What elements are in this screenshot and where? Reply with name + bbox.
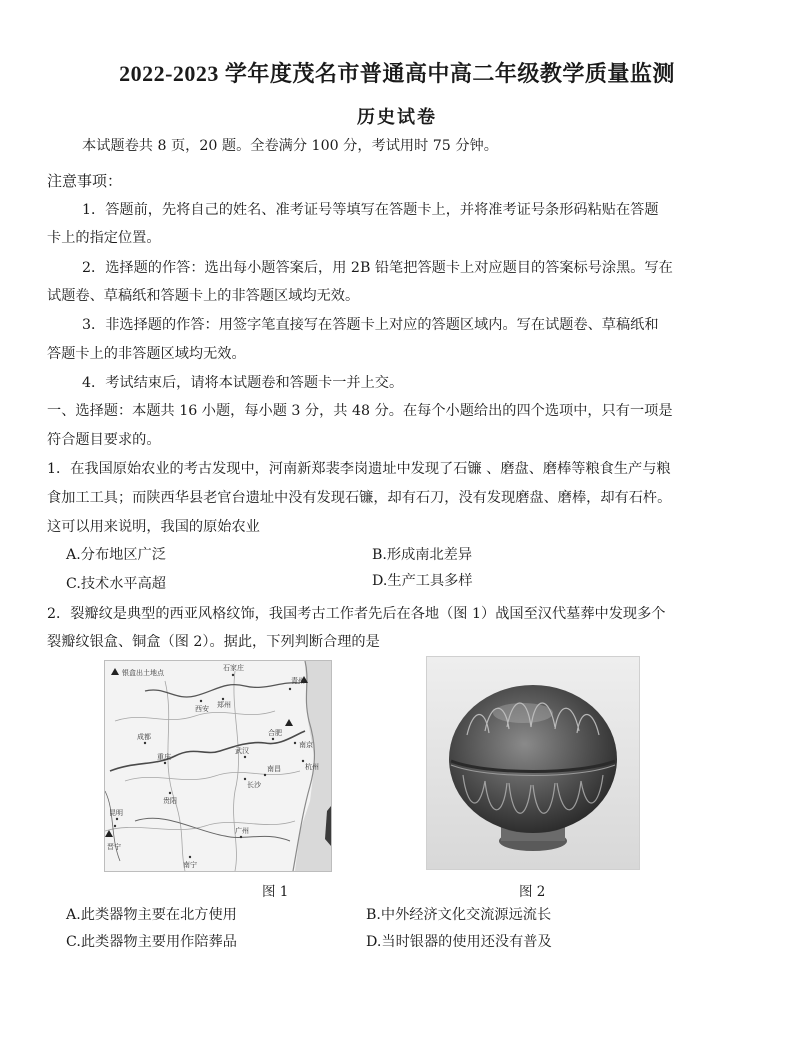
svg-text:石家庄: 石家庄 — [223, 664, 244, 672]
exam-intro: 本试题卷共 8 页，20 题。全卷满分 100 分，考试用时 75 分钟。 — [82, 138, 498, 154]
china-map-svg — [105, 661, 331, 871]
section1-line-2: 符合题目要求的。 — [47, 432, 161, 448]
figure-1-map — [104, 660, 332, 872]
q2-option-b: B.中外经济文化交流源远流长 — [366, 907, 552, 923]
q1-option-a: A.分布地区广泛 — [66, 547, 166, 563]
figure-1-caption: 图 1 — [262, 884, 289, 900]
figure-2-caption: 图 2 — [519, 884, 546, 900]
svg-text:南宁: 南宁 — [183, 861, 197, 869]
q1-stem-line-1: 1．在我国原始农业的考古发现中，河南新郑裴李岗遗址中发现了石镰 、磨盘、磨棒等粮食生产与粮 — [47, 461, 671, 477]
svg-text:广州: 广州 — [235, 827, 249, 835]
svg-text:武汉: 武汉 — [235, 747, 249, 755]
notice-item-3-line-2: 答题卡上的非答题区域均无效。 — [47, 346, 246, 362]
svg-text:郑州: 郑州 — [217, 701, 231, 709]
q2-option-d: D.当时银器的使用还没有普及 — [366, 934, 552, 950]
figure-2-photo — [426, 656, 640, 870]
section1-line-1: 一、选择题：本题共 16 小题，每小题 3 分，共 48 分。在每个小题给出的四个选项中，只有一项是 — [47, 403, 673, 419]
notice-item-1-line-2: 卡上的指定位置。 — [47, 230, 161, 246]
svg-text:贵阳: 贵阳 — [163, 797, 177, 805]
q1-stem-line-2: 食加工工具；而陕西华县老官台遗址中没有发现石镰，却有石刀，没有发现磨盘、磨棒，却有石杵。 — [47, 490, 672, 506]
svg-text:成都: 成都 — [137, 733, 151, 741]
map-legend: 银盒出土地点 — [122, 669, 164, 677]
q1-option-d: D.生产工具多样 — [372, 573, 473, 589]
q1-option-c: C.技术水平高超 — [66, 576, 166, 592]
svg-text:西安: 西安 — [195, 705, 209, 713]
notice-item-2-line-1: 2．选择题的作答：选出每小题答案后，用 2B 铅笔把答题卡上对应题目的答案标号涂黑。写在 — [82, 260, 673, 276]
svg-text:南京: 南京 — [299, 741, 313, 749]
lobed-box-illustration — [427, 657, 639, 869]
svg-text:昆明: 昆明 — [109, 809, 123, 817]
svg-text:合肥: 合肥 — [268, 729, 282, 737]
notice-item-3-line-1: 3．非选择题的作答：用签字笔直接写在答题卡上对应的答题区域内。写在试题卷、草稿纸和 — [82, 317, 659, 333]
svg-text:晋宁: 晋宁 — [107, 843, 121, 851]
q1-stem-line-3: 这可以用来说明，我国的原始农业 — [47, 519, 260, 535]
q2-stem-line-2: 裂瓣纹银盒、铜盒（图 2）。据此，下列判断合理的是 — [47, 634, 380, 650]
svg-text:长沙: 长沙 — [247, 781, 261, 789]
svg-text:青州: 青州 — [291, 677, 305, 685]
notice-heading: 注意事项： — [47, 172, 123, 190]
notice-item-1-line-1: 1．答题前，先将自己的姓名、准考证号等填写在答题卡上，并将准考证号条形码粘贴在答题 — [82, 202, 659, 218]
svg-text:南昌: 南昌 — [267, 765, 281, 773]
q1-option-b: B.形成南北差异 — [372, 547, 473, 563]
exam-subtitle: 历史试卷 — [357, 107, 437, 128]
svg-text:杭州: 杭州 — [305, 763, 319, 771]
q2-stem-line-1: 2．裂瓣纹是典型的西亚风格纹饰，我国考古工作者先后在各地（图 1）战国至汉代墓葬中发现多个 — [47, 606, 666, 622]
notice-item-2-line-2: 试题卷、草稿纸和答题卡上的非答题区域均无效。 — [47, 288, 360, 304]
svg-text:重庆: 重庆 — [157, 753, 171, 761]
q2-option-a: A.此类器物主要在北方使用 — [66, 907, 237, 923]
notice-item-4: 4．考试结束后，请将本试题卷和答题卡一并上交。 — [82, 375, 404, 391]
q2-option-c: C.此类器物主要用作陪葬品 — [66, 934, 237, 950]
exam-title: 2022-2023 学年度茂名市普通高中高二年级教学质量监测 — [119, 61, 675, 86]
